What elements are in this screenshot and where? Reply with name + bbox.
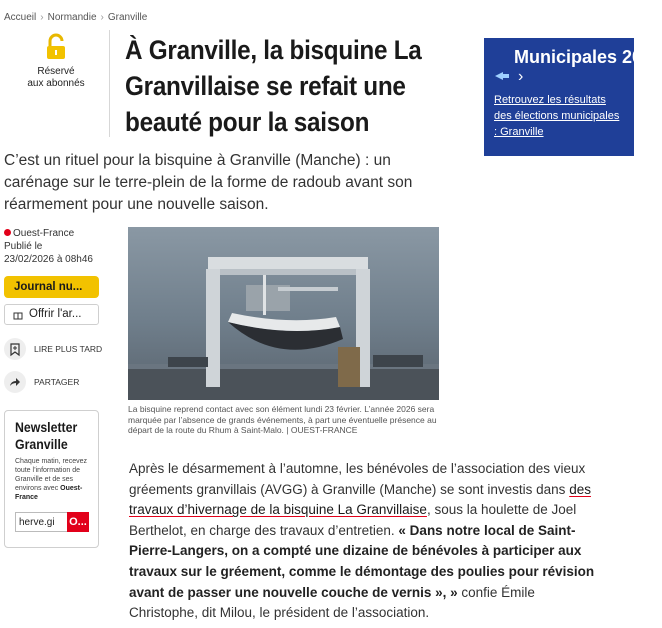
newsletter-email-input[interactable] xyxy=(15,512,67,532)
newsletter-title-2: Granville xyxy=(15,436,68,452)
promo-link-prefix: Retrouvez le xyxy=(494,94,556,106)
newsletter-submit-button[interactable]: O... xyxy=(67,512,89,532)
chevron-right-icon: › xyxy=(518,68,524,85)
gift-icon xyxy=(13,310,23,320)
share-label: PARTAGER xyxy=(34,377,80,387)
article-photo[interactable] xyxy=(128,227,439,400)
body-intro: Après le désarmement à l’automne, les bénévoles de l’association des vieux gréements granvillais (AVGG) à Granville (Manche) se sont investis dans xyxy=(129,461,586,497)
premium-badge xyxy=(14,34,98,90)
newsletter-form xyxy=(15,512,92,532)
gift-label: Offrir l'ar... xyxy=(29,308,82,320)
breadcrumb: Accueil › Normandie › Granville xyxy=(4,12,148,23)
source-name[interactable]: Ouest-France xyxy=(13,228,75,239)
article-body xyxy=(129,459,597,624)
promo-link[interactable] xyxy=(494,92,624,140)
municipales-promo[interactable] xyxy=(484,38,662,156)
breadcrumb-city[interactable]: Granville xyxy=(107,12,148,23)
published-date: 23/02/2026 à 08h46 xyxy=(4,254,93,265)
newsletter-title-1: Newsletter xyxy=(15,419,78,435)
read-later-button[interactable] xyxy=(4,337,114,361)
article-lead: C’est un rituel pour la bisquine à Granville (Manche) : un carénage sur le terre-plein de la forme de radoub avant son réarmement pour une nouvelle saison. xyxy=(4,152,413,213)
body-quote: « Dans notre local de Saint-Pierre-Langers, on a compté une dizaine de bénévoles à participer aux travaux sur le gréement, comme le démontage des poulies pour révision avant de passer une nouvelle couche de vernis », » xyxy=(129,522,595,600)
divider xyxy=(109,30,110,137)
read-later-label: LIRE PLUS TARD xyxy=(34,344,103,354)
promo-link-text[interactable]: s résultats des élections municipales : Granville xyxy=(494,94,620,138)
bookmark-icon xyxy=(10,343,20,356)
body-outro: confie Émile Christophe, dit Milou, le président de l’association. xyxy=(129,584,535,621)
photo-caption: La bisquine reprend contact avec son élément lundi 23 février. L’année 2026 sera marquée par l’absence de grands événements, à part une éventuelle présence au départ de la route du Rhum à Saint-Malo. | OUEST-FRANCE xyxy=(128,404,437,435)
journal-button[interactable]: Journal nu... xyxy=(4,276,99,298)
byline xyxy=(4,227,114,266)
newsletter-box xyxy=(4,410,99,548)
breadcrumb-home[interactable]: Accueil xyxy=(4,12,37,23)
newsletter-description: Chaque matin, recevez toute l’information de Granville et de ses environs avec Ouest-France xyxy=(15,458,87,501)
premium-label-2: aux abonnés xyxy=(27,78,85,89)
premium-label-1: Réservé xyxy=(37,66,75,77)
lock-icon xyxy=(45,34,67,60)
article-title: À Granville, la bisquine La Granvillaise se refait une beauté pour la saison xyxy=(125,35,422,137)
body-link[interactable]: des travaux d’hivernage de la bisquine La Granvillaise xyxy=(129,481,591,518)
published-label: Publié le xyxy=(4,241,43,252)
source-dot-icon xyxy=(4,229,11,236)
body-after-link: , sous la houlette de Joel Berthelot, en charge des travaux d’entretien. xyxy=(129,502,577,538)
boat-lift-photo xyxy=(128,227,439,400)
share-icon xyxy=(9,377,21,387)
microphone-icon xyxy=(494,70,510,82)
breadcrumb-region[interactable]: Normandie xyxy=(47,12,97,23)
share-button[interactable] xyxy=(4,370,114,394)
gift-article-button[interactable] xyxy=(4,304,99,325)
promo-title[interactable]: Municipales 2026 xyxy=(514,47,662,67)
